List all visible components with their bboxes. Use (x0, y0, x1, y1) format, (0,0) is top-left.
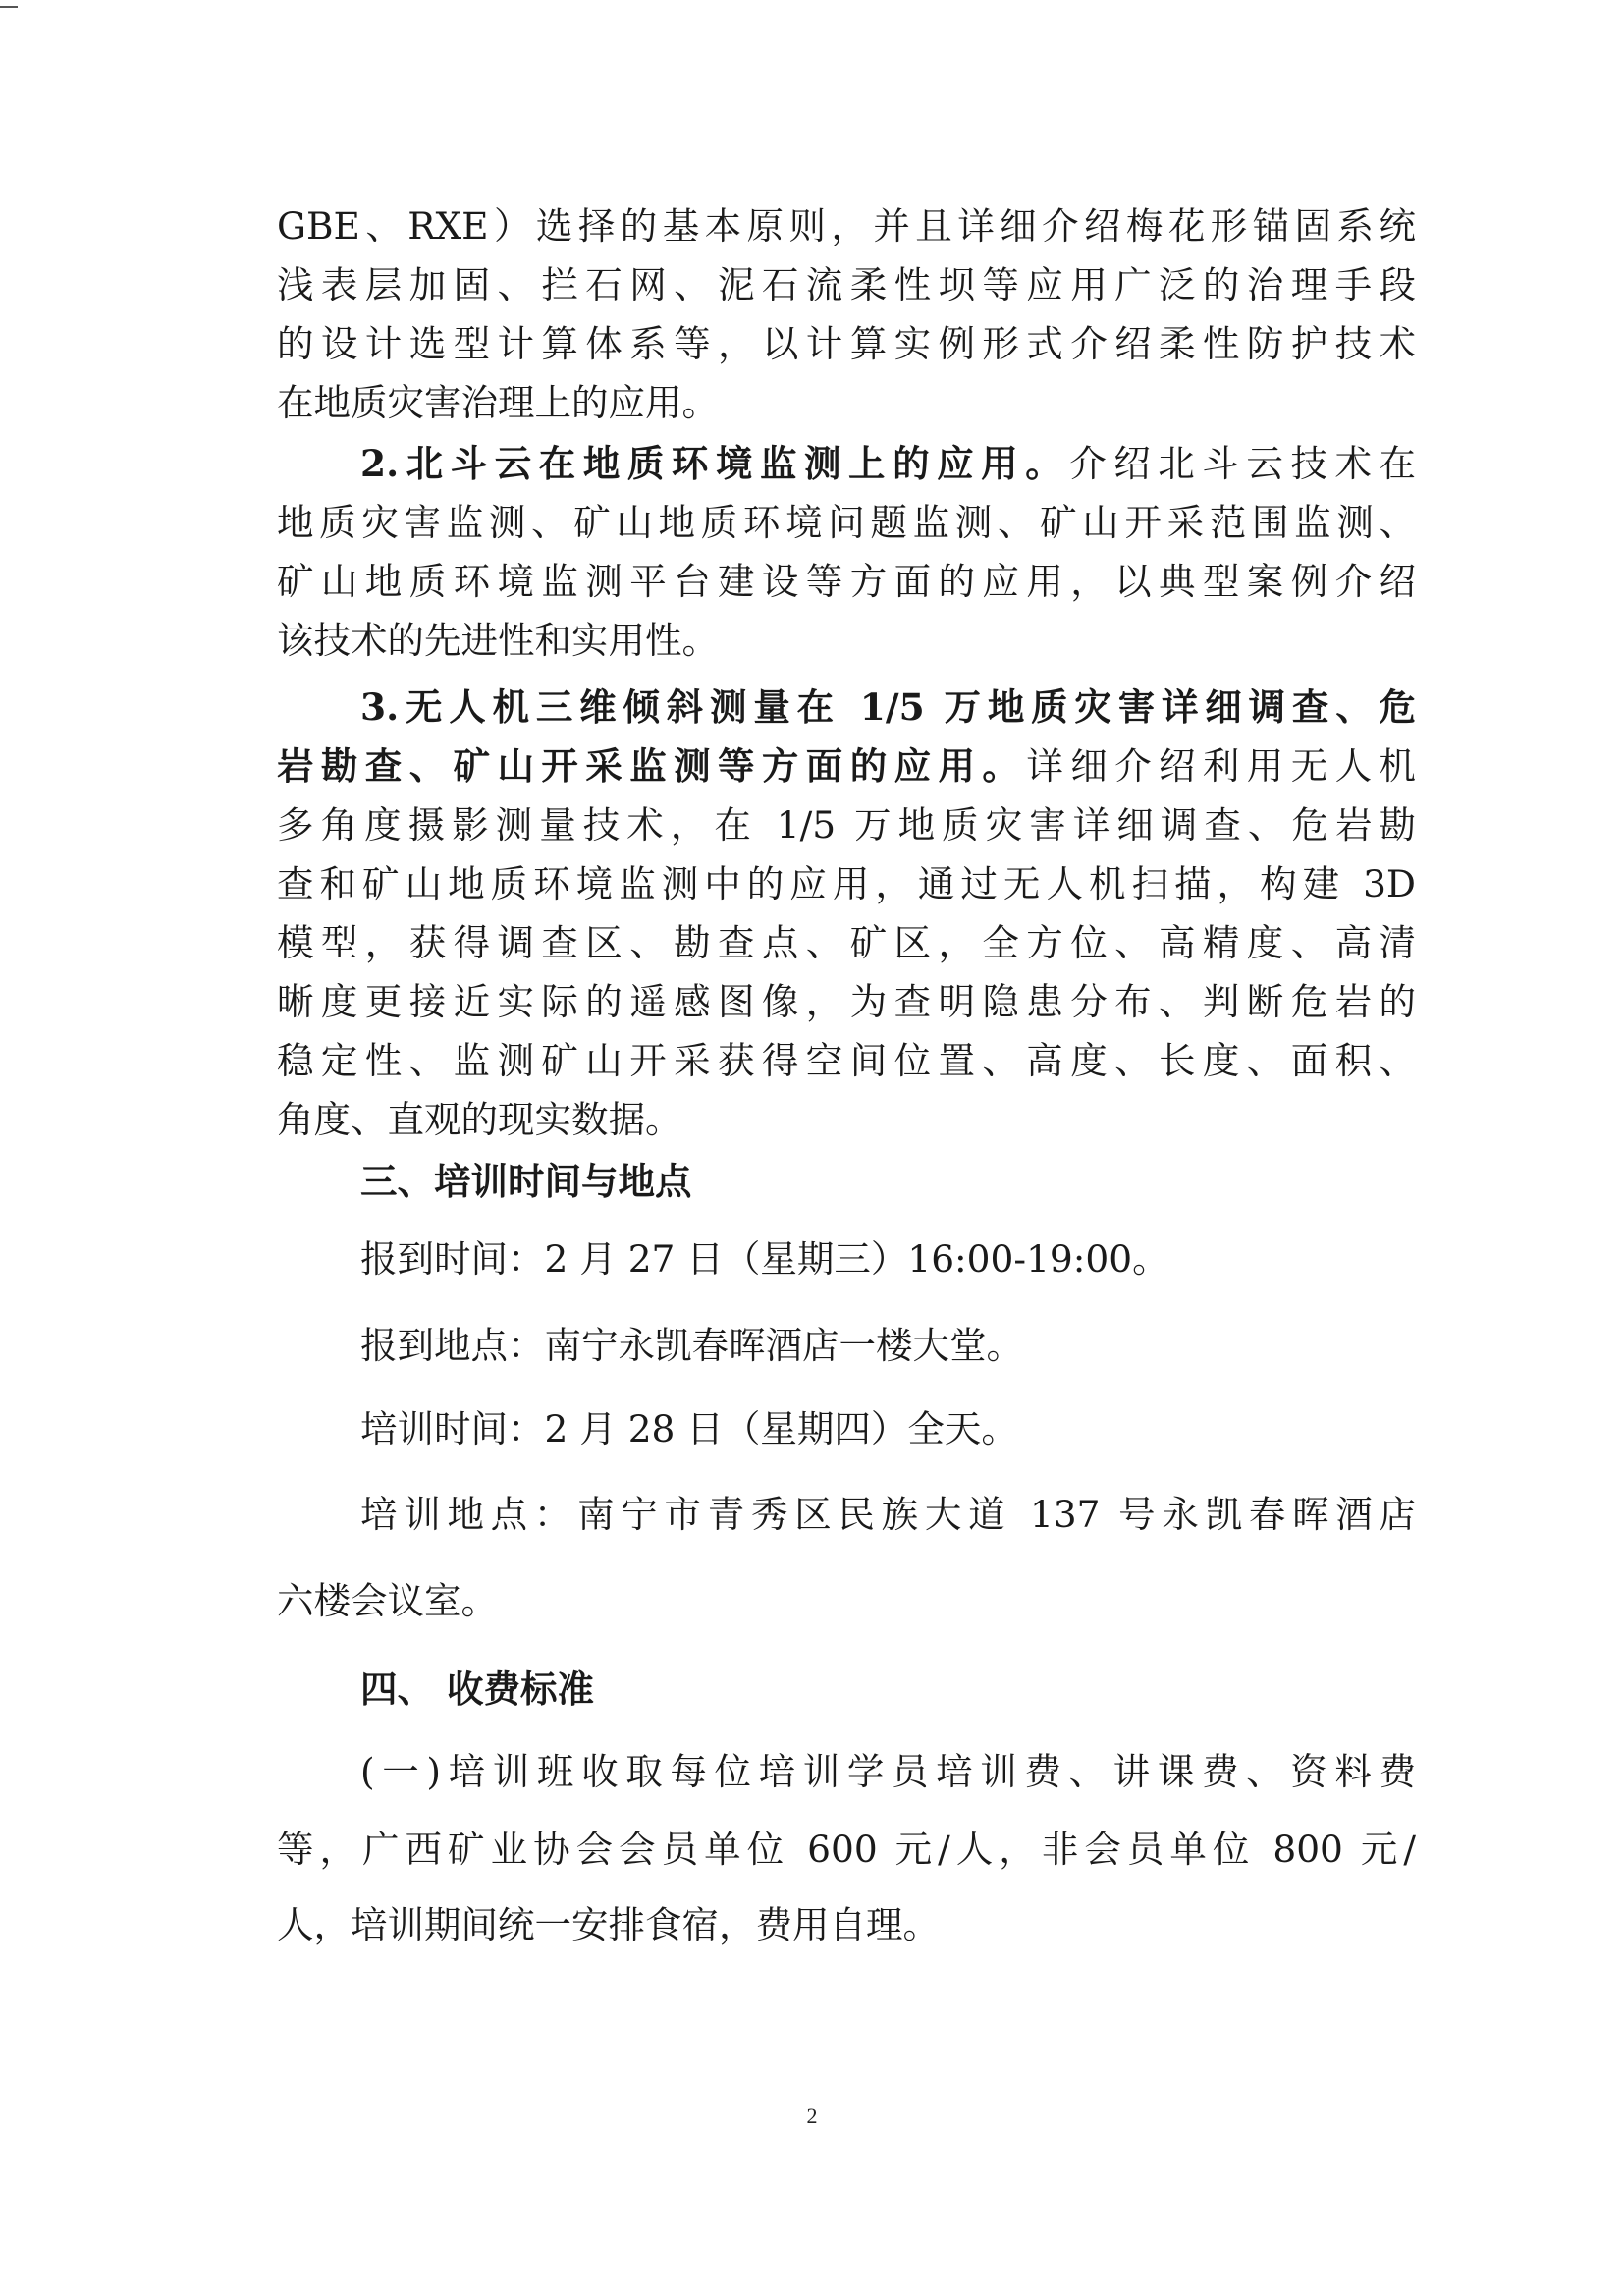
paragraph-line: 模型，获得调查区、勘查点、矿区，全方位、高精度、高清 (277, 921, 1416, 964)
paragraph-line: 在地质灾害治理上的应用。 (277, 381, 719, 424)
paragraph-line: 人，培训期间统一安排食宿，费用自理。 (277, 1903, 940, 1946)
report-place: 报到地点：南宁永凯春晖酒店一楼大堂。 (360, 1324, 1023, 1367)
paragraph-line: 晰度更接近实际的遥感图像，为查明隐患分布、判断危岩的 (277, 980, 1416, 1023)
paragraph-line: 等，广西矿业协会会员单位 600 元/人，非会员单位 800 元/ (277, 1828, 1416, 1871)
paragraph-line: 角度、直观的现实数据。 (277, 1098, 682, 1141)
section-3-heading: 三、培训时间与地点 (360, 1160, 692, 1203)
paragraph-line: 该技术的先进性和实用性。 (277, 619, 719, 662)
item-2-first-line (360, 434, 1416, 493)
paragraph-line: 稳定性、监测矿山开采获得空间位置、高度、长度、面积、 (277, 1039, 1416, 1082)
training-time: 培训时间：2 月 28 日（星期四）全天。 (360, 1407, 1018, 1450)
item-2-text: 介绍北斗云技术在 (1069, 442, 1416, 485)
training-place-continued: 六楼会议室。 (277, 1579, 498, 1622)
report-time: 报到时间：2 月 27 日（星期三）16:00-19:00。 (360, 1237, 1169, 1281)
item-3-second-line (277, 737, 1416, 795)
paragraph-line: GBE、RXE）选择的基本原则，并且详细介绍梅花形锚固系统 (277, 204, 1416, 247)
paragraph-line: 多角度摄影测量技术，在 1/5 万地质灾害详细调查、危岩勘 (277, 803, 1416, 847)
training-place: 培训地点：南宁市青秀区民族大道 137 号永凯春晖酒店 (360, 1493, 1416, 1536)
item-3-text: 详细介绍利用无人机 (1026, 744, 1417, 788)
paragraph-line: 浅表层加固、拦石网、泥石流柔性坝等应用广泛的治理手段 (277, 263, 1416, 306)
fee-item-1: (一)培训班收取每位培训学员培训费、讲课费、资料费 (360, 1750, 1416, 1793)
item-2-heading: 2.北斗云在地质环境监测上的应用。 (360, 442, 1070, 485)
section-4-heading: 四、 收费标准 (360, 1667, 595, 1711)
item-3-heading-line: 3.无人机三维倾斜测量在 1/5 万地质灾害详细调查、危 (360, 685, 1416, 729)
paragraph-line: 矿山地质环境监测平台建设等方面的应用，以典型案例介绍 (277, 560, 1416, 603)
paragraph-line: 的设计选型计算体系等，以计算实例形式介绍柔性防护技术 (277, 322, 1416, 365)
scan-edge-mark (0, 6, 18, 8)
paragraph-line: 地质灾害监测、矿山地质环境问题监测、矿山开采范围监测、 (277, 501, 1416, 544)
page-number: 2 (806, 2104, 818, 2128)
paragraph-line: 查和矿山地质环境监测中的应用，通过无人机扫描，构建 3D (277, 862, 1416, 905)
item-3-heading-end: 岩勘查、矿山开采监测等方面的应用。 (277, 744, 1027, 788)
